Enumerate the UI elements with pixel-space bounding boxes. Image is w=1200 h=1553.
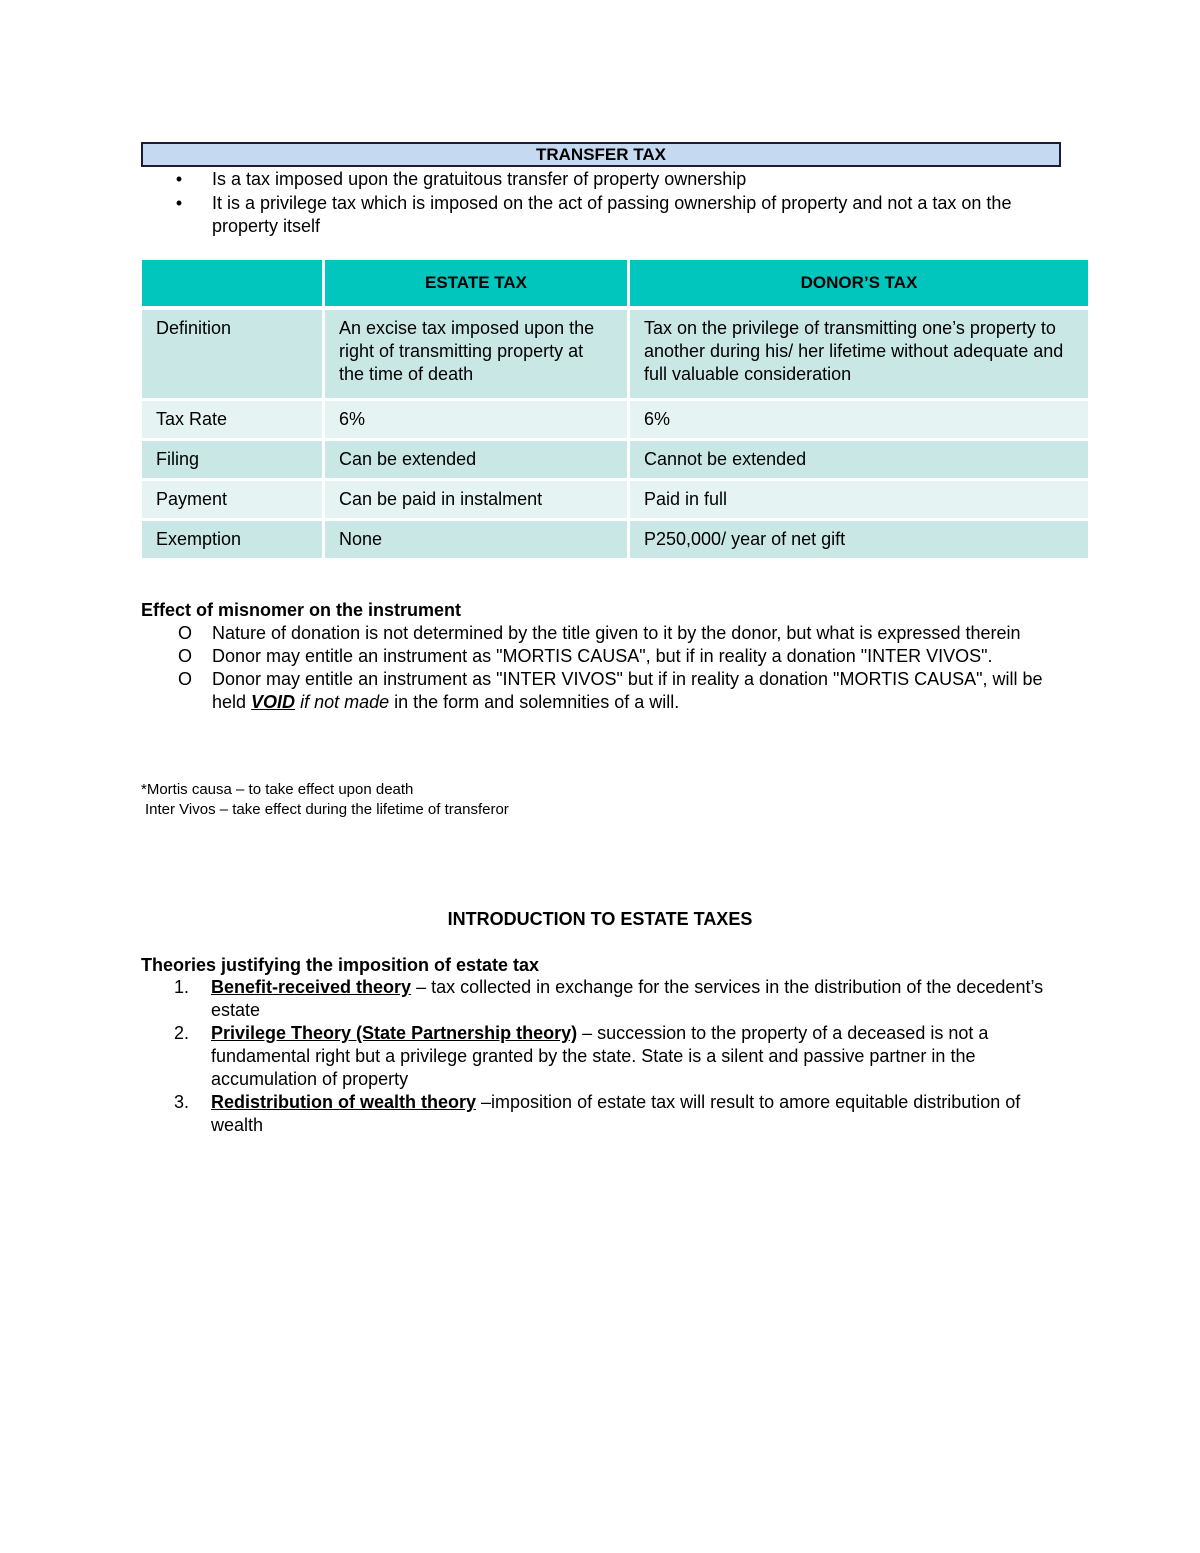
misnomer-list [178, 622, 1068, 714]
bullet-icon: • [175, 169, 183, 189]
list-item [178, 645, 1068, 668]
estate-vs-donor-tax-table [142, 258, 1088, 561]
table-cell: Filing [142, 441, 322, 481]
table-header-donors-tax: DONOR’S TAX [627, 258, 1088, 310]
italic-text: if not made [295, 692, 390, 712]
theory-term: Privilege Theory (State Partnership theory) [211, 1023, 578, 1043]
theories-heading: Theories justifying the imposition of estate tax [141, 955, 540, 975]
list-item [178, 622, 1068, 645]
theory-term: Redistribution of wealth theory [211, 1092, 477, 1112]
table-cell: Tax on the privilege of transmitting one’s property to another during his/ her lifetime without adequate and full valuable consideration [627, 310, 1088, 401]
transfer-tax-bullet-list [172, 168, 1072, 238]
table-row [142, 401, 1088, 441]
theory-description: – tax collected in exchange for the services in the distribution of the decedent’s estate [211, 977, 1044, 1020]
list-item-text-end: in the form and solemnities of a will. [389, 692, 680, 712]
table-row [142, 481, 1088, 521]
list-item [174, 1022, 1074, 1091]
table-cell: Cannot be extended [627, 441, 1088, 481]
list-item [172, 168, 1072, 191]
void-emphasis: VOID [251, 692, 296, 712]
list-item [172, 192, 1072, 238]
footnote-inter-vivos: Inter Vivos – take effect during the lifetime of transferor [145, 801, 509, 818]
list-item [174, 976, 1074, 1022]
list-number: 3. [174, 1092, 190, 1112]
bullet-text: It is a privilege tax which is imposed on the act of passing ownership of property and not a tax on the property itself [212, 193, 1012, 236]
list-item [178, 668, 1068, 714]
table-cell: Paid in full [627, 481, 1088, 521]
list-item [174, 1091, 1074, 1137]
table-cell: Definition [142, 310, 322, 401]
table-cell: P250,000/ year of net gift [627, 521, 1088, 561]
circle-bullet-icon: O [178, 669, 193, 689]
table-row [142, 521, 1088, 561]
theory-term: Benefit-received theory [211, 977, 412, 997]
table-cell: None [322, 521, 627, 561]
bullet-text: Is a tax imposed upon the gratuitous transfer of property ownership [212, 169, 747, 189]
table-row [142, 310, 1088, 401]
list-number: 2. [174, 1023, 190, 1043]
table-cell: Exemption [142, 521, 322, 561]
table-header-empty [142, 258, 322, 310]
table-cell: Tax Rate [142, 401, 322, 441]
list-number: 1. [174, 977, 190, 997]
circle-bullet-icon: O [178, 646, 193, 666]
theories-list [174, 976, 1074, 1137]
table-header-estate-tax: ESTATE TAX [322, 258, 627, 310]
table-row [142, 441, 1088, 481]
table-header-row [142, 258, 1088, 310]
intro-heading: INTRODUCTION TO ESTATE TAXES [447, 909, 753, 929]
list-item-text: Donor may entitle an instrument as "INTER VIVOS" but if in reality a donation "MORTIS CAUSA", will be held [212, 669, 1043, 712]
bullet-icon: • [175, 193, 183, 213]
misnomer-heading: Effect of misnomer on the instrument [141, 600, 462, 620]
theory-description: – succession to the property of a deceased is not a fundamental right but a privilege granted by the state. State is a silent and passive partner in the accumulation of property [211, 1023, 989, 1089]
list-item-text: Nature of donation is not determined by the title given to it by the donor, but what is expressed therein [212, 623, 1021, 643]
table-cell: 6% [627, 401, 1088, 441]
table-cell: An excise tax imposed upon the right of transmitting property at the time of death [322, 310, 627, 401]
theory-description: –imposition of estate tax will result to amore equitable distribution of wealth [211, 1092, 1021, 1135]
table-cell: Can be extended [322, 441, 627, 481]
circle-bullet-icon: O [178, 623, 193, 643]
table-cell: 6% [322, 401, 627, 441]
footnote-mortis-causa: *Mortis causa – to take effect upon death [141, 781, 414, 798]
transfer-tax-title: TRANSFER TAX [141, 142, 1061, 167]
list-item-text: Donor may entitle an instrument as "MORTIS CAUSA", but if in reality a donation "INTER VIVOS". [212, 646, 993, 666]
table-cell: Payment [142, 481, 322, 521]
table-cell: Can be paid in instalment [322, 481, 627, 521]
